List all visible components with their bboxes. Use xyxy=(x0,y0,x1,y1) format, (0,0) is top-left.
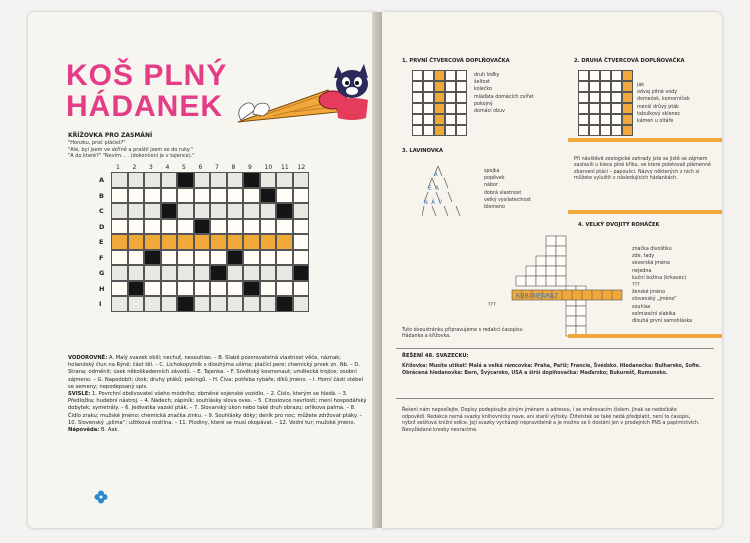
crossword-cell xyxy=(276,188,293,204)
puzzle-cell xyxy=(589,70,600,81)
crossword-cell xyxy=(111,188,128,204)
crossword-cell xyxy=(243,203,260,219)
crossword-cell xyxy=(144,250,161,266)
puzzle-cell xyxy=(434,81,445,92)
puzzle-cell xyxy=(445,103,456,114)
puzzle-cell xyxy=(622,114,633,125)
crossword-cell xyxy=(111,265,128,281)
crossword-cell xyxy=(260,219,277,235)
crossword-cell xyxy=(276,219,293,235)
crossword-cell xyxy=(194,281,211,297)
p4-clue: značka divoštiku xyxy=(632,247,672,252)
crossword-cell xyxy=(144,281,161,297)
crossword-cell xyxy=(111,296,128,312)
crossword-cell xyxy=(210,203,227,219)
puzzle-cell xyxy=(578,103,589,114)
puzzle-3-title: 3. LAVINOVKA xyxy=(402,148,443,154)
solution-title: ŘEŠENÍ 48. SVAZECKU: xyxy=(402,353,469,359)
crossword-cell xyxy=(128,219,145,235)
puzzle-cell xyxy=(622,125,633,136)
p1-clue: mláďata domácích zvířat xyxy=(474,94,534,100)
row-letter: D xyxy=(99,222,105,231)
p4-clue: kuční božina (krkavec) xyxy=(632,275,687,281)
p1-clue: kolečko xyxy=(474,87,493,93)
crossword-cell xyxy=(293,234,310,250)
p2-clue: domeček, komorníček xyxy=(637,97,690,103)
svg-text:E A: E A xyxy=(428,185,439,192)
puzzle-cell xyxy=(412,92,423,103)
puzzle-cell xyxy=(456,92,467,103)
puzzle-cell xyxy=(445,70,456,81)
credit-note: Tuto dvoustránku připravujeme s redakcí časopisu Hádanka a křížovka. xyxy=(402,328,523,340)
footer-note: Řešení nám neposílejte. Dopisy podepisujte plným jménem a adresou, i se směrovacím číslem. Jinak se nedočkáte odpovědi. Redakce nemá svazky knihovnicky nave, ani starší výtisky. Čtitelstek se také nedá předplatit, není to časopis, nýbrž sešitová knižní edice. Její svazky vycházejí nepravidelně a je možno se k dostání jen v prodejních PNS a papírnictvích. Nevyžádané kresby nevracíme. xyxy=(402,408,700,433)
crossword-cell xyxy=(276,250,293,266)
puzzle-cell xyxy=(423,81,434,92)
crossword-cell xyxy=(194,265,211,281)
crossword-cell xyxy=(161,250,178,266)
crossword-cell xyxy=(293,203,310,219)
puzzle-cell xyxy=(600,81,611,92)
crossword-cell xyxy=(177,188,194,204)
column-number: 1 xyxy=(116,164,120,171)
vodorovne-label: VODOROVNĚ: xyxy=(68,355,108,361)
puzzle-cell xyxy=(622,103,633,114)
crossword-cell xyxy=(128,250,145,266)
crossword-cell xyxy=(227,281,244,297)
row-letter: C xyxy=(99,207,104,215)
left-page xyxy=(28,12,376,528)
puzzle-cell xyxy=(611,70,622,81)
crossword-cell xyxy=(227,203,244,219)
puzzle-cell xyxy=(578,81,589,92)
crossword-clues xyxy=(68,355,368,434)
crossword-cell xyxy=(293,188,310,204)
puzzle-cell xyxy=(456,103,467,114)
puzzle-cell xyxy=(578,114,589,125)
puzzle-cell xyxy=(578,92,589,103)
p2-clue: jak xyxy=(637,83,645,88)
p1-clue: šeltost xyxy=(474,80,490,86)
crossword-cell xyxy=(276,281,293,297)
crossword-cell xyxy=(177,281,194,297)
puzzle-cell xyxy=(412,114,423,125)
page-title xyxy=(66,60,227,122)
puzzle-cell xyxy=(589,125,600,136)
crossword-cell xyxy=(144,203,161,219)
column-number: 8 xyxy=(231,164,236,171)
crossword-cell xyxy=(161,188,178,204)
title-line-1: KOŠ PLNÝ xyxy=(66,59,228,92)
vodorovne-text: A. Malý svazek obilí; nechuť, nesouhlas. – B. Slabě pozorovatelná vlastnost věče, náznak; holandský člun na Rýně; část těl. – C. Lichokopytník s dlouhýma ušima; plačící pere; chemický prvek zn. Nb. – D. Strana; odměnit; úsek několikadenních závodů. – E. Tajenka. – F. Sovětský kosmonaut; umělecká trojice; osobní zájmeno. – G. Napodobit; útok; druhy ptáků; pekingů. – H. Čiva; potřeba rybáře; díků jméno. – I. Horní části stébel se semeny; nepodepsaný spis. xyxy=(68,355,364,390)
puzzle-cell xyxy=(578,125,589,136)
crossword-cell xyxy=(260,172,277,188)
svisle-label: SVISLE: xyxy=(68,391,91,398)
crossword-cell xyxy=(293,265,310,281)
crossword-cell xyxy=(210,250,227,266)
column-number: 10 xyxy=(264,164,273,171)
crossword-cell xyxy=(194,219,211,235)
crossword-cell xyxy=(227,250,244,266)
puzzle-cell xyxy=(611,92,622,103)
puzzle-cell xyxy=(423,125,434,136)
crossword-cell xyxy=(161,234,178,250)
puzzle-2-title: 2. DRUHÁ ČTVERCOVÁ DOPLŇOVAČKA xyxy=(574,58,685,64)
p4-clue: solmizační slabika xyxy=(632,311,676,317)
p1-clue: domácí obuv xyxy=(474,109,505,115)
crossword-cell xyxy=(194,188,211,204)
puzzle-cell xyxy=(600,103,611,114)
crossword-cell xyxy=(260,281,277,297)
crossword-cell xyxy=(177,234,194,250)
p3-clue: velký vysilateclnost xyxy=(484,197,532,203)
p4-clue: severská jména xyxy=(632,261,670,267)
crossword-cell xyxy=(161,172,178,188)
crossword-cell xyxy=(128,281,145,297)
crossword-cell xyxy=(177,265,194,281)
crossword-cell xyxy=(227,188,244,204)
puzzle-cell xyxy=(622,81,633,92)
puzzle-cell xyxy=(456,114,467,125)
puzzle-cell xyxy=(423,103,434,114)
p4-clue: zde, tady xyxy=(632,254,655,260)
p4-clue: ??? xyxy=(632,283,640,289)
crossword-cell xyxy=(260,188,277,204)
puzzle-cell xyxy=(611,114,622,125)
p4-clue: nejedna xyxy=(632,268,652,274)
puzzle-cell xyxy=(423,114,434,125)
puzzle-cell xyxy=(589,92,600,103)
intro-line-3: "A do které?" "Nevím. . . (dokončení je v tajence)." xyxy=(68,153,195,160)
crossword-cell xyxy=(243,281,260,297)
crossword-cell xyxy=(227,219,244,235)
crossword-cell xyxy=(161,296,178,312)
crossword-cell xyxy=(293,250,310,266)
puzzle-cell xyxy=(434,103,445,114)
divider xyxy=(396,398,714,399)
crossword-cell xyxy=(260,296,277,312)
divider xyxy=(396,348,714,349)
crossword-cell xyxy=(243,234,260,250)
crossword-cell xyxy=(243,265,260,281)
p1-clue: pokojný xyxy=(474,101,493,107)
crossword-cell xyxy=(128,172,145,188)
column-number: 12 xyxy=(297,164,306,171)
p3-clue: nábor xyxy=(484,183,498,189)
crossword-cell xyxy=(177,172,194,188)
column-number: 6 xyxy=(198,164,203,171)
puzzle-2-clues xyxy=(637,82,690,125)
crossword-cell xyxy=(293,281,310,297)
crossword-cell xyxy=(227,234,244,250)
crossword-cell xyxy=(128,188,145,204)
crossword-cell xyxy=(243,172,260,188)
crossword-cell xyxy=(111,234,128,250)
crossword-cell xyxy=(144,296,161,312)
crossword-cell xyxy=(194,172,211,188)
puzzle-cell xyxy=(456,70,467,81)
column-number: 4 xyxy=(165,164,170,171)
crossword-cell xyxy=(128,234,145,250)
crossword-cell xyxy=(161,203,178,219)
puzzle-cell xyxy=(456,81,467,92)
crossword-cell xyxy=(128,203,145,219)
puzzle-cell xyxy=(445,125,456,136)
crossword-title: KŘÍŽOVKA PRO ZASMÁNÍ xyxy=(68,132,153,139)
row-letter: I xyxy=(99,300,102,308)
crossword-cell xyxy=(293,172,310,188)
puzzle-cell xyxy=(434,92,445,103)
crossword-cell xyxy=(194,203,211,219)
crossword-cell xyxy=(161,281,178,297)
p4-clue: dlouhá první samohláska xyxy=(632,319,693,325)
crossword-cell xyxy=(276,265,293,281)
puzzle-1-clues xyxy=(474,72,534,115)
row-letter: B xyxy=(99,191,104,200)
crossword-cell xyxy=(276,172,293,188)
crossword-cell xyxy=(276,203,293,219)
orange-stripe xyxy=(568,334,722,338)
puzzle-cell xyxy=(434,70,445,81)
crossword-cell xyxy=(243,188,260,204)
puzzle-4-title: 4. VELKÝ DVOJITÝ ROHÁČEK xyxy=(578,222,660,228)
crossword-cell xyxy=(194,250,211,266)
puzzle-cell xyxy=(611,125,622,136)
puzzle-cell xyxy=(611,81,622,92)
crossword-cell xyxy=(111,203,128,219)
clover-icon xyxy=(94,490,108,504)
puzzle-1-title: 1. PRVNÍ ČTVERCOVÁ DOPLŇOVAČKA xyxy=(402,58,510,64)
cat-illustration xyxy=(328,60,376,122)
crossword-cell xyxy=(260,250,277,266)
crossword-cell xyxy=(144,219,161,235)
crossword-cell xyxy=(260,265,277,281)
crossword-cell xyxy=(210,265,227,281)
svisle-text: 1. Povrchní obdivovatel všeho módního; obměné vojenské vozidlo. – 2. Číslo, kterým se hledá. – 3. Předložka; hudební nástroj. – 4. Nádech; zápiník; souhlásky slova oves. – 5. Citoslovce nevrlosti; mení hospodářský dobytek; symetrály. – 6. Jedivatka vazskí pták. – 7. Slovanský úkon nebo také druh obrazu; orlikova palma. – 8. Čidlo zraku; mužské jméno; chemická značka zinku. – 9. Souhlásky dóky; deník pro noc; můžete zdržovat ptáky. – 10. Slovenský „plíma“; užitková rostlina. – 11. Plodiny, které se musí okopávat. – 12. Vodní tur; mužské jméno. xyxy=(68,391,367,426)
intro-line-1: "Honzku, proč pláčeš?" xyxy=(68,140,126,146)
p4-clue: ženské jméno xyxy=(632,290,666,296)
p4-clue: souhlas xyxy=(632,304,651,310)
puzzle-cell xyxy=(589,81,600,92)
crossword-cell xyxy=(144,265,161,281)
puzzle-3-clues xyxy=(484,168,531,211)
puzzle-cell xyxy=(622,92,633,103)
row-letter: H xyxy=(99,284,105,293)
crossword-cell xyxy=(161,219,178,235)
crossword-intro xyxy=(68,140,195,160)
p3-clue: popěvek xyxy=(484,176,505,182)
crossword-cell xyxy=(144,188,161,204)
p4-clue: slovenský „jméno“ xyxy=(632,297,677,303)
puzzle-cell xyxy=(412,81,423,92)
puzzle-cell xyxy=(434,125,445,136)
crossword-cell xyxy=(177,250,194,266)
solution-text: Křížovka: Musíte utikat! Malá a velká rámcovka: Praha, Paříž; Francie, Švédsko. Hledanečka: Bulharsko, Sofie. Obrácená hledanovka: Bern, Švýcarsko, USA a širší doplňovačka: Maďarsko; Bukurešť, Rumunsko. xyxy=(402,364,701,376)
crossword-cell xyxy=(227,265,244,281)
orange-stripe xyxy=(568,210,722,214)
p2-clue: kámen u oltáře xyxy=(637,119,674,125)
crossword-cell xyxy=(276,296,293,312)
napoveda-text: B. Aak. xyxy=(100,427,120,434)
column-number: 9 xyxy=(248,164,252,171)
crossword-cell xyxy=(293,296,310,312)
column-number: 11 xyxy=(281,164,289,171)
puzzle-cell xyxy=(412,103,423,114)
crossword-cell xyxy=(111,219,128,235)
crossword-cell xyxy=(111,172,128,188)
puzzle-cell xyxy=(412,125,423,136)
crossword-cell xyxy=(210,281,227,297)
p2-clue: odvaj pitné vody xyxy=(637,90,678,96)
column-number: 5 xyxy=(182,164,186,171)
crossword-cell xyxy=(243,219,260,235)
crossword-cell xyxy=(227,296,244,312)
magazine-spread xyxy=(28,12,722,528)
orange-stripe xyxy=(568,138,722,142)
puzzle-cell xyxy=(589,103,600,114)
puzzle-cell xyxy=(445,92,456,103)
puzzle-cell xyxy=(589,114,600,125)
column-number: 7 xyxy=(215,164,219,171)
crossword-cell xyxy=(227,172,244,188)
puzzle-cell xyxy=(611,103,622,114)
crossword-cell xyxy=(111,281,128,297)
crossword-cell xyxy=(293,219,310,235)
column-number: 3 xyxy=(149,164,153,171)
right-page xyxy=(382,12,722,528)
crossword-cell xyxy=(177,219,194,235)
double-corner-grid xyxy=(508,234,628,340)
crossword-cell xyxy=(276,234,293,250)
puzzle-cell xyxy=(600,92,611,103)
p3-clue: dobrá vlastnost xyxy=(484,190,522,196)
row-letter: G xyxy=(99,269,105,277)
puzzle-cell xyxy=(423,70,434,81)
title-line-2: HÁDANEK xyxy=(66,90,223,123)
svg-text:KUBANEAMAZ: KUBANEAMAZ xyxy=(516,292,559,300)
crossword-cell xyxy=(177,203,194,219)
crossword-cell xyxy=(144,172,161,188)
puzzle-cell xyxy=(622,70,633,81)
crossword-cell xyxy=(144,234,161,250)
puzzle-cell xyxy=(445,81,456,92)
crossword-cell xyxy=(243,250,260,266)
row-letter: E xyxy=(99,238,104,246)
p3-clue: spojka xyxy=(484,169,500,174)
puzzle-cell xyxy=(423,92,434,103)
p3-clue: blemeno xyxy=(484,205,505,211)
row-letter: F xyxy=(99,253,104,262)
crossword-cell xyxy=(128,296,145,312)
crossword-cell xyxy=(210,188,227,204)
p1-clue: druh lóďky xyxy=(474,73,500,78)
crossword-cell xyxy=(210,296,227,312)
p2-clue: tabulkový sklenec xyxy=(637,111,681,117)
puzzle-cell xyxy=(578,70,589,81)
puzzle-cell xyxy=(600,125,611,136)
intro-line-2: "Ale, byl jsem ve skříně a praštil jsem se do ruky." xyxy=(68,146,193,153)
column-number: 2 xyxy=(132,164,137,171)
crossword-cell xyxy=(260,203,277,219)
p2-clue: menší drůvý pták xyxy=(637,104,679,110)
crossword-cell xyxy=(210,234,227,250)
crossword-cell xyxy=(194,296,211,312)
crossword-cell xyxy=(243,296,260,312)
row-letter: A xyxy=(99,176,105,184)
napoveda-label: Nápověda: xyxy=(68,427,100,434)
crossword-cell xyxy=(260,234,277,250)
puzzle-cell xyxy=(445,114,456,125)
svg-text:A: A xyxy=(434,171,438,178)
puzzle-cell xyxy=(412,70,423,81)
crossword-cell xyxy=(161,265,178,281)
crossword-cell xyxy=(210,172,227,188)
puzzle-cell xyxy=(600,114,611,125)
crossword-cell xyxy=(210,219,227,235)
puzzle-4-clues xyxy=(632,246,692,325)
pyramid-question-marks: ??? xyxy=(488,303,496,308)
zoo-intro-text: Při návštěvě zoologické zahrady jste se jistě se zájmem zastavili u klece plné křiku, ve které poletovali plámenně zbarvení ptáci – papoušci. Názvy některých z nich si můžete vyluštit v následujících hádankách. xyxy=(574,157,711,182)
puzzle-cell xyxy=(600,70,611,81)
crossword-cell xyxy=(194,234,211,250)
puzzle-cell xyxy=(456,125,467,136)
crossword-cell xyxy=(111,250,128,266)
puzzle-cell xyxy=(434,114,445,125)
crossword-cell xyxy=(128,265,145,281)
svg-text:N Á V: N Á V xyxy=(424,199,443,206)
crossword-cell xyxy=(177,296,194,312)
